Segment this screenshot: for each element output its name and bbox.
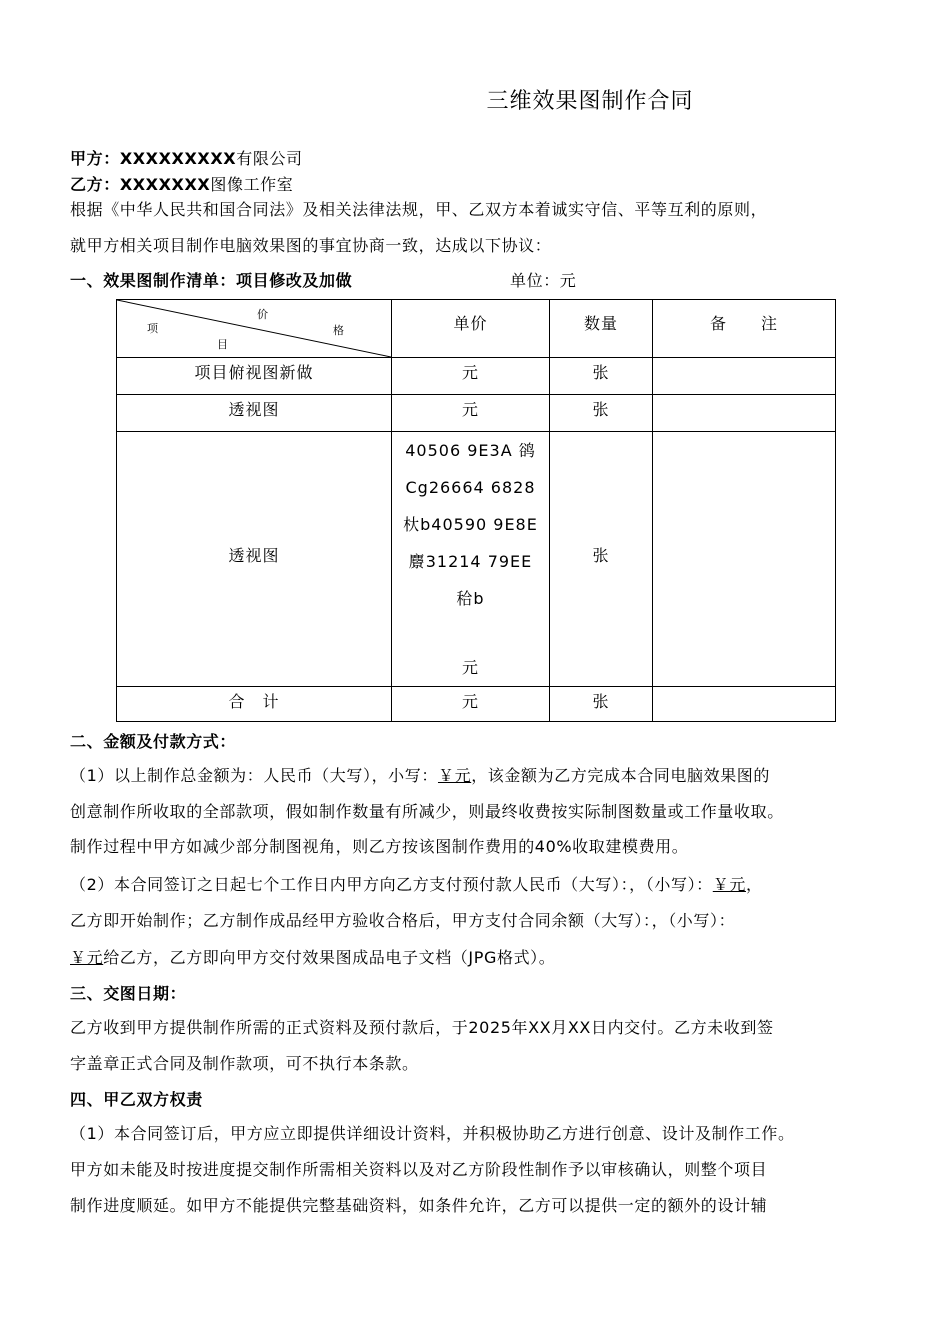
party-b-line xyxy=(70,172,293,195)
p1-text-b: ，该金额为乙方完成本合同电脑效果图的 xyxy=(471,766,770,785)
p2-amount: ￥元 xyxy=(712,875,746,894)
section3-heading: 三、交图日期： xyxy=(70,984,187,1003)
section4-line2: 甲方如未能及时按进度提交制作所需相关资料以及对乙方阶段性制作予以审核确认，则整个项目 xyxy=(70,1160,768,1179)
diag-label-item: 项 xyxy=(147,322,159,335)
header-qty: 数量 xyxy=(550,300,653,358)
p1-text-a: （1）以上制作总金额为：人民币（大写），小写： xyxy=(70,766,438,785)
party-b-suffix: 图像工作室 xyxy=(210,175,294,194)
table-header-row xyxy=(117,300,836,358)
document-title: 三维效果图制作合同 xyxy=(486,89,694,114)
section4-line1: （1）本合同签订后，甲方应立即提供详细设计资料，并积极协助乙方进行创意、设计及制作工作。 xyxy=(70,1124,795,1143)
party-a-suffix: 有限公司 xyxy=(236,149,303,168)
diag-label-grid: 格 xyxy=(333,324,345,337)
intro-line-1: 根据《中华人民共和国合同法》及相关法律法规，甲、乙双方本着诚实守信、平等互利的原则， xyxy=(70,200,768,219)
p1-amount: ￥元 xyxy=(437,766,472,785)
row-item: 项目俯视图新做 xyxy=(117,358,392,395)
price-line: 麖31214 79EE xyxy=(408,552,533,571)
price-line: Cg26664 6828 xyxy=(405,478,536,497)
diag-label-price: 价 xyxy=(257,308,269,321)
section2-p1-line1 xyxy=(70,763,770,786)
header-price: 单价 xyxy=(392,300,550,358)
row-item: 透视图 xyxy=(117,395,392,432)
price-line: 杕b40590 9E8E xyxy=(403,515,538,534)
section1-heading: 一、效果图制作清单：项目修改及加做 xyxy=(70,271,353,290)
section3-line1: 乙方收到甲方提供制作所需的正式资料及预付款后，于2025年XX月XX日内交付。乙方未收到签 xyxy=(70,1018,774,1037)
party-a-line xyxy=(70,146,303,169)
table-row xyxy=(117,358,836,395)
row-note xyxy=(653,358,836,395)
party-b-name: XXXXXXX xyxy=(119,175,211,194)
p2-text-c: 给乙方，乙方即向甲方交付效果图成品电子文档（JPG格式）。 xyxy=(103,948,556,967)
section3-line2: 字盖章正式合同及制作款项，可不执行本条款。 xyxy=(70,1054,419,1073)
row-price: 元 xyxy=(392,395,550,432)
section2-p2-line1 xyxy=(70,872,763,895)
row-qty: 张 xyxy=(550,432,653,687)
section4-line3: 制作进度顺延。如甲方不能提供完整基础资料，如条件允许，乙方可以提供一定的额外的设计辅 xyxy=(70,1196,768,1215)
party-a-name: XXXXXXXXX xyxy=(119,149,237,168)
row-price-multiline xyxy=(392,432,550,687)
section2-p1-line3: 制作过程中甲方如减少部分制图视角，则乙方按该图制作费用的40%收取建模费用。 xyxy=(70,837,689,856)
section2-p1-line2: 创意制作所收取的全部款项，假如制作数量有所减少，则最终收费按实际制图数量或工作量收取。 xyxy=(70,802,784,821)
production-list-table xyxy=(116,299,836,722)
row-note xyxy=(653,432,836,687)
section2-heading: 二、金额及付款方式： xyxy=(70,732,237,751)
p2-text-a: （2）本合同签订之日起七个工作日内甲方向乙方支付预付款人民币（大写）：，（小写）： xyxy=(70,875,713,894)
diag-label-mu: 目 xyxy=(217,338,229,351)
row-price: 元 xyxy=(392,358,550,395)
price-line: 秴b xyxy=(456,589,485,608)
section4-heading: 四、甲乙双方权责 xyxy=(70,1090,203,1109)
row-qty: 张 xyxy=(550,358,653,395)
table-row xyxy=(117,395,836,432)
row-note xyxy=(653,395,836,432)
section2-p2-line3 xyxy=(70,945,555,968)
row-item: 透视图 xyxy=(117,432,392,687)
total-item: 合 计 xyxy=(117,687,392,722)
total-qty: 张 xyxy=(550,687,653,722)
intro-line-2: 就甲方相关项目制作电脑效果图的事宜协商一致，达成以下协议： xyxy=(70,236,552,255)
party-b-label: 乙方： xyxy=(70,175,120,194)
p2-text-b: ， xyxy=(745,875,763,894)
price-line: 40506 9E3A 鹆 xyxy=(405,441,536,460)
p2-balance-amount: ￥元 xyxy=(70,948,104,967)
table-row xyxy=(117,432,836,687)
price-line: 元 xyxy=(461,658,479,677)
diagonal-header-cell xyxy=(117,300,392,358)
header-note: 备 注 xyxy=(653,300,836,358)
row-qty: 张 xyxy=(550,395,653,432)
party-a-label: 甲方： xyxy=(70,149,120,168)
total-price: 元 xyxy=(392,687,550,722)
price-line xyxy=(392,617,549,649)
section2-p2-line2: 乙方即开始制作；乙方制作成品经甲方验收合格后，甲方支付合同余额（大写）：，（小写）： xyxy=(70,911,736,930)
total-note xyxy=(653,687,836,722)
table-total-row xyxy=(117,687,836,722)
section1-unit: 单位：元 xyxy=(510,271,577,290)
